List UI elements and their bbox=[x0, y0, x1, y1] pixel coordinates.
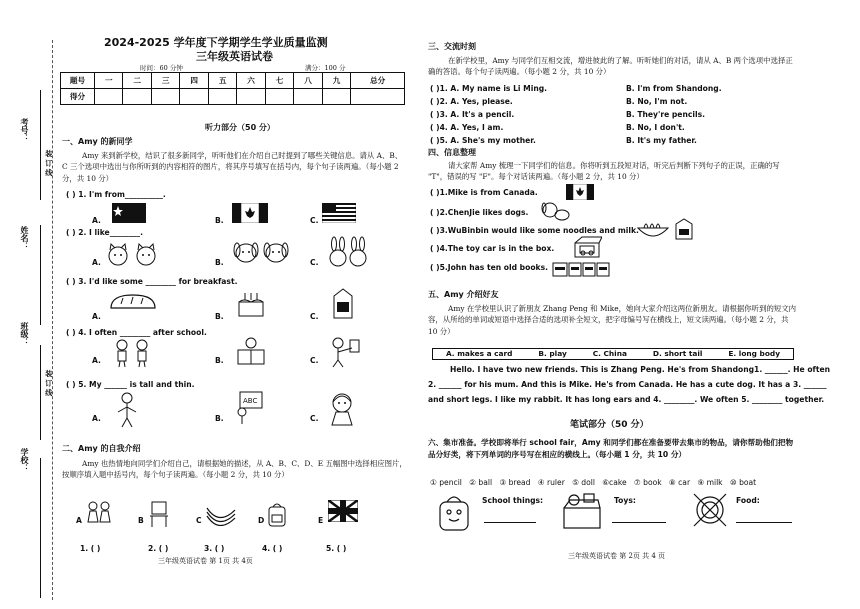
girl-icon bbox=[328, 392, 356, 426]
books-icon bbox=[552, 260, 610, 278]
word-option: B. play bbox=[538, 349, 567, 359]
dialogue-4-b: B. No, I don't. bbox=[626, 123, 685, 132]
picture-letter: E bbox=[318, 516, 324, 525]
dialogue-5-b: B. It's my father. bbox=[626, 136, 697, 145]
cats-icon bbox=[104, 242, 164, 268]
option-letter: C. bbox=[310, 216, 319, 225]
part5-title: 五、Amy 介绍好友 bbox=[428, 290, 499, 299]
word-item: ⑨ milk bbox=[697, 478, 723, 487]
drawing-kid-icon bbox=[326, 336, 360, 368]
table-cell: 六 bbox=[237, 73, 265, 89]
table-cell: 八 bbox=[294, 73, 322, 89]
margin-line bbox=[40, 458, 41, 598]
option-letter: C. bbox=[310, 414, 319, 423]
word-item: ③ bread bbox=[499, 478, 531, 487]
answer-3[interactable]: 3. ( ) bbox=[204, 544, 225, 553]
schoolbag-icon bbox=[266, 500, 288, 528]
word-item: ⑧ car bbox=[668, 478, 691, 487]
name-label: 姓名： bbox=[20, 226, 30, 250]
class-label: 班级： bbox=[20, 322, 30, 346]
binding-dashed-line bbox=[52, 40, 53, 600]
school-label: 学校： bbox=[20, 448, 30, 472]
word-item: ② ball bbox=[469, 478, 493, 487]
option-letter: C. bbox=[310, 312, 319, 321]
score-table-header-row bbox=[61, 73, 405, 89]
toy-car-box-icon bbox=[572, 236, 602, 258]
score-cell[interactable] bbox=[208, 89, 236, 105]
passage-line-2: 2. ______ for his mum. And this is Mike. He's from Canada. He has a cute dog. It has a 3. ______ bbox=[428, 380, 827, 389]
school-things-blank[interactable] bbox=[484, 522, 536, 523]
option-letter: A. bbox=[92, 356, 101, 365]
binding-text: 装 订 线 bbox=[44, 150, 54, 176]
dogs-icon bbox=[232, 238, 292, 268]
china-flag-icon bbox=[112, 203, 146, 223]
table-cell: 一 bbox=[95, 73, 123, 89]
score-cell[interactable] bbox=[322, 89, 350, 105]
judge-1: ( )1.Mike is from Canada. bbox=[430, 188, 538, 197]
category-school-things: School things: bbox=[482, 496, 544, 505]
question-3: ( ) 3. I'd like some ________ for breakfast. bbox=[66, 277, 238, 286]
dialogue-5-a: ( )5. A. She's my mother. bbox=[430, 136, 536, 145]
dog-icon bbox=[540, 200, 570, 222]
table-cell: 三 bbox=[151, 73, 179, 89]
milk-icon bbox=[330, 288, 356, 320]
answer-2[interactable]: 2. ( ) bbox=[148, 544, 169, 553]
dialogue-3-a: ( )3. A. It's a pencil. bbox=[430, 110, 515, 119]
part3-title: 三、交流时刻 bbox=[428, 42, 476, 51]
bread-icon bbox=[108, 292, 158, 312]
judge-5: ( )5.John has ten old books. bbox=[430, 263, 548, 272]
question-5: ( ) 5. My ______ is tall and thin. bbox=[66, 380, 195, 389]
usa-flag-icon bbox=[322, 203, 356, 223]
dialogue-1-b: B. I'm from Shandong. bbox=[626, 84, 722, 93]
school-bag-icon bbox=[436, 492, 472, 532]
answer-5[interactable]: 5. ( ) bbox=[326, 544, 347, 553]
answer-1[interactable]: 1. ( ) bbox=[80, 544, 101, 553]
listening-title: 听力部分（50 分） bbox=[205, 123, 275, 132]
toys-blank[interactable] bbox=[612, 522, 666, 523]
table-cell: 二 bbox=[123, 73, 151, 89]
dialogue-2-b: B. No, I'm not. bbox=[626, 97, 688, 106]
dialogue-1-a: ( )1. A. My name is Li Ming. bbox=[430, 84, 548, 93]
footer-left: 三年级英语试卷 第 1页 共 4页 bbox=[158, 557, 253, 565]
word-item: ⑥cake bbox=[602, 478, 627, 487]
margin-line bbox=[40, 90, 41, 200]
picture-letter: C bbox=[196, 516, 202, 525]
word-options-box bbox=[432, 348, 794, 360]
word-option: A. makes a card bbox=[445, 349, 513, 359]
word-option: C. China bbox=[592, 349, 627, 359]
canada-flag-icon bbox=[566, 184, 594, 200]
score-cell[interactable] bbox=[351, 89, 405, 105]
option-letter: A. bbox=[92, 414, 101, 423]
margin-line bbox=[40, 225, 41, 325]
part1-title: 一、Amy 的新同学 bbox=[62, 137, 133, 146]
dialogue-2-a: ( )2. A. Yes, please. bbox=[430, 97, 513, 106]
score-table-score-row bbox=[61, 89, 405, 105]
dialogue-4-a: ( )4. A. Yes, I am. bbox=[430, 123, 504, 132]
kids-playing-icon bbox=[112, 338, 152, 368]
exam-time: 时间：60 分钟 bbox=[140, 64, 183, 72]
canada-flag-icon bbox=[232, 203, 268, 223]
score-cell[interactable] bbox=[151, 89, 179, 105]
table-cell: 得分 bbox=[61, 89, 95, 105]
table-cell: 五 bbox=[208, 73, 236, 89]
part4-instructions: 请大家帮 Amy 梳理一下同学们的信息。你将听到五段短对话，听完后判断下列句子的正误，正确的写 "T"，错误的写 "F"。每个对话读两遍。（每小题 2 分，共 10 分） bbox=[428, 161, 780, 182]
question-1: ( ) 1. I'm from__________. bbox=[66, 190, 166, 199]
noodles-milk-icon bbox=[636, 218, 694, 240]
reading-kid-icon bbox=[234, 336, 268, 368]
passage-line-3: and short legs. I like my rabbit. It has long ears and 4. ________. We often 5. ________ together. bbox=[428, 395, 825, 404]
part6-title: 六、集市准备。学校即将举行 school fair，Amy 和同学们都在准备要带去集市的物品，请你帮助他们把物品分好类，将下列单词的序号写在相应的横线上。（每小题 1 分，共 10 分） bbox=[428, 438, 794, 459]
two-girls-icon bbox=[86, 500, 112, 528]
option-letter: B. bbox=[215, 356, 224, 365]
exam-subtitle: 三年级英语试卷 bbox=[196, 50, 273, 63]
exam-title: 2024-2025 学年度下学期学生学业质量监测 bbox=[104, 36, 328, 49]
binding-margin bbox=[0, 0, 62, 609]
judge-3: ( )3.WuBinbin would like some noodles and milk. bbox=[430, 226, 639, 235]
table-cell: 题号 bbox=[61, 73, 95, 89]
picture-letter: A bbox=[76, 516, 82, 525]
rabbits-icon bbox=[326, 236, 370, 268]
word-item: ⑩ boat bbox=[729, 478, 757, 487]
score-cell[interactable] bbox=[95, 89, 123, 105]
question-2: ( ) 2. I like________. bbox=[66, 228, 143, 237]
answer-4[interactable]: 4. ( ) bbox=[262, 544, 283, 553]
score-table bbox=[60, 72, 405, 105]
option-letter: B. bbox=[215, 312, 224, 321]
chair-icon bbox=[148, 500, 170, 528]
category-toys: Toys: bbox=[614, 496, 636, 505]
writing-title: 笔试部分（50 分） bbox=[570, 420, 649, 430]
word-item: ① pencil bbox=[430, 478, 462, 487]
uk-flag-icon bbox=[328, 500, 358, 522]
part2-instructions: Amy 也热情地向同学们介绍自己，请根据她的描述，从 A、B、C、D、E 五幅图中选择相应图片，按顺序填入题中括号内，每个句子读两遍。（每小题 2 分，共 10 分） bbox=[62, 459, 407, 480]
part5-instructions: Amy 在学校里认识了新朋友 Zhang Peng 和 Mike，她向大家介绍这两位新朋友。请根据你听到的短文内容，从所给的单词或短语中选择合适的选项补全短文，把字母编号写在横线上，短文读两遍。（每小题 2 分，共 10 分） bbox=[428, 304, 797, 336]
score-cell[interactable] bbox=[265, 89, 293, 105]
word-option: E. long body bbox=[728, 349, 781, 359]
option-letter: B. bbox=[215, 258, 224, 267]
picture-letter: B bbox=[138, 516, 144, 525]
dialogue-3-b: B. They're pencils. bbox=[626, 110, 705, 119]
svg-text:ABC: ABC bbox=[243, 397, 258, 405]
word-item: ⑦ book bbox=[633, 478, 662, 487]
teacher-board-icon bbox=[234, 390, 264, 426]
table-cell: 总分 bbox=[351, 73, 405, 89]
option-letter: B. bbox=[215, 414, 224, 423]
option-letter: C. bbox=[310, 356, 319, 365]
option-letter: A. bbox=[92, 312, 101, 321]
word-item: ⑤ doll bbox=[572, 478, 595, 487]
margin-line bbox=[40, 345, 41, 440]
cake-icon bbox=[236, 290, 266, 318]
score-cell[interactable] bbox=[294, 89, 322, 105]
option-letter: B. bbox=[215, 216, 224, 225]
binding-text: 装 订 线 bbox=[44, 370, 54, 396]
bananas-icon bbox=[204, 502, 238, 526]
option-letter: A. bbox=[92, 216, 101, 225]
table-cell: 四 bbox=[180, 73, 208, 89]
kaohao-label: 考号： bbox=[20, 118, 30, 142]
option-letter: C. bbox=[310, 258, 319, 267]
judge-4: ( )4.The toy car is in the box. bbox=[430, 244, 555, 253]
part2-title: 二、Amy 的自我介绍 bbox=[62, 444, 141, 453]
exam-fullscore: 满分：100 分 bbox=[305, 64, 346, 72]
score-cell[interactable] bbox=[123, 89, 151, 105]
table-cell: 七 bbox=[265, 73, 293, 89]
passage-line-1: Hello. I have two new friends. This is Zhang Peng. He's from Shandong1. ______. He often bbox=[450, 365, 831, 374]
word-item: ④ ruler bbox=[537, 478, 565, 487]
option-letter: A. bbox=[92, 258, 101, 267]
part4-title: 四、信息整理 bbox=[428, 148, 476, 157]
picture-letter: D bbox=[258, 516, 265, 525]
table-cell: 九 bbox=[322, 73, 350, 89]
question-4: ( ) 4. I often ________ after school. bbox=[66, 328, 207, 337]
score-cell[interactable] bbox=[237, 89, 265, 105]
word-option: D. short tail bbox=[652, 349, 703, 359]
category-food: Food: bbox=[736, 496, 760, 505]
footer-right: 三年级英语试卷 第 2页 共 4 页 bbox=[568, 552, 666, 560]
score-cell[interactable] bbox=[180, 89, 208, 105]
part3-instructions: 在新学校里，Amy 与同学们互相交流，增进彼此的了解。听听她们的对话，请从 A、B 两个选项中选择正确的答语。每个句子读两遍。（每小题 2 分，共 10 分） bbox=[428, 56, 793, 77]
toy-box-icon bbox=[560, 492, 604, 530]
plate-fork-knife-icon bbox=[690, 490, 730, 530]
tall-thin-person-icon bbox=[114, 392, 140, 428]
part1-instructions: Amy 来到新学校，结识了很多新同学，听听他们在介绍自己时提到了哪些关键信息。请从 A、B、C 三个选项中选出与你所听到的内容相符的图片，将其序号填写在括号内，每个句子读两遍。（每小题 2 分，共 10 分） bbox=[62, 151, 403, 183]
word-list bbox=[430, 478, 756, 487]
judge-2: ( )2.ChenJie likes dogs. bbox=[430, 208, 529, 217]
food-blank[interactable] bbox=[736, 522, 792, 523]
